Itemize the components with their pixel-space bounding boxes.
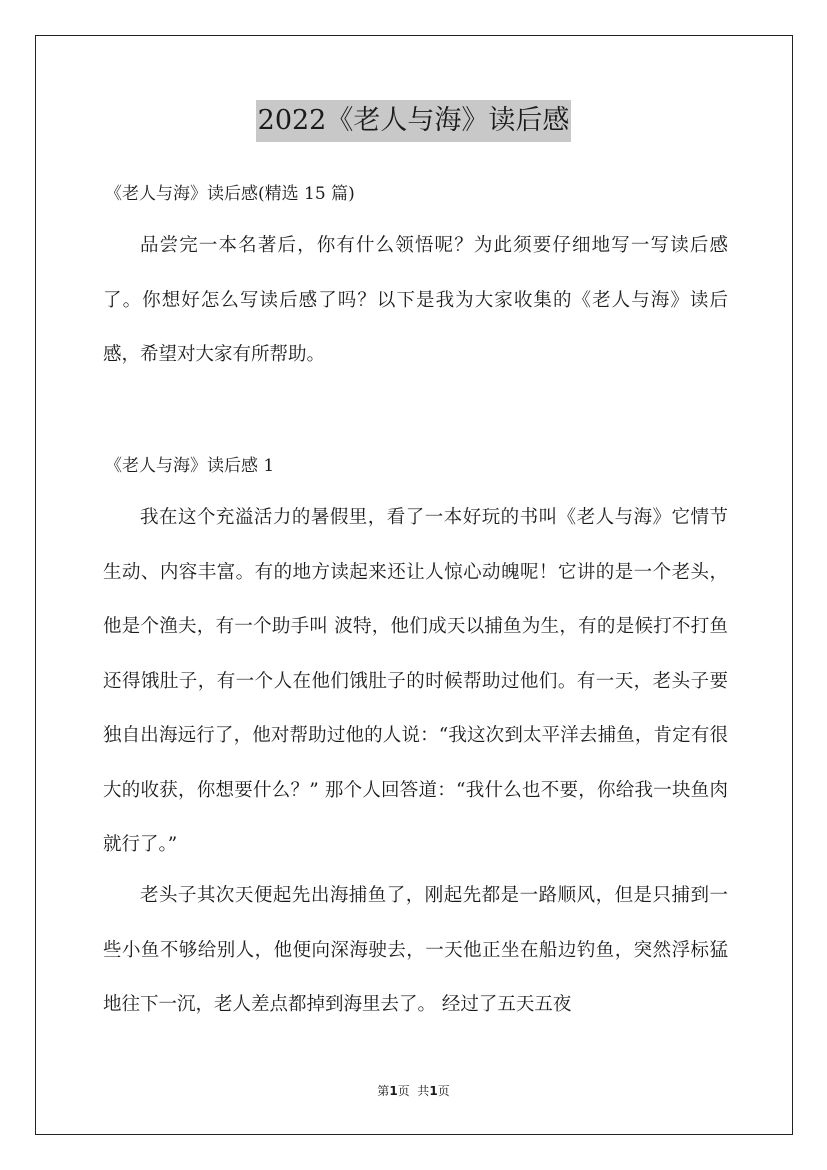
title-container — [0, 100, 827, 142]
page-footer — [0, 1082, 827, 1100]
footer-page-prefix: 第 — [377, 1084, 390, 1098]
document-title: 2022《老人与海》读后感 — [256, 100, 572, 142]
footer-page-suffix: 页 — [437, 1084, 450, 1098]
document-subtitle: 《老人与海》读后感(精选 15 篇) — [105, 184, 355, 204]
footer-page-total: 1 — [429, 1084, 438, 1098]
body-paragraph-2: 老头子其次天便起先出海捕鱼了，刚起先都是一路顺风，但是只捕到一些小鱼不够给别人，他便向深海驶去，一天他正坐在船边钓鱼，突然浮标猛地往下一沉，老人差点都掉到海里去了。 经过了五天五夜 — [103, 885, 728, 1015]
intro-paragraph: 品尝完一本名著后，你有什么领悟呢？为此须要仔细地写一写读后感了。你想好怎么写读后感了吗？以下是我为大家收集的《老人与海》读后感，希望对大家有所帮助。 — [103, 235, 728, 365]
footer-page-current: 1 — [389, 1084, 398, 1098]
section-heading: 《老人与海》读后感 1 — [105, 456, 275, 476]
body-paragraph-1: 我在这个充溢活力的暑假里，看了一本好玩的书叫《老人与海》它情节生动、内容丰富。有的地方读起来还让人惊心动魄呢！它讲的是一个老头，他是个渔夫，有一个助手叫 波特，他们成天以捕鱼为生，有的是候打不打鱼还得饿肚子，有一个人在他们饿肚子的时候帮助过他们。有一天，老头子要独自出海远行了，他对帮助过他的人说：“我这次到太平洋去捕鱼，肯定有很大的收获，你想要什么？” 那个人回答道：“我什么也不要，你给我一块鱼肉就行了。” — [103, 507, 728, 855]
footer-page-mid: 页 共 — [397, 1084, 430, 1098]
